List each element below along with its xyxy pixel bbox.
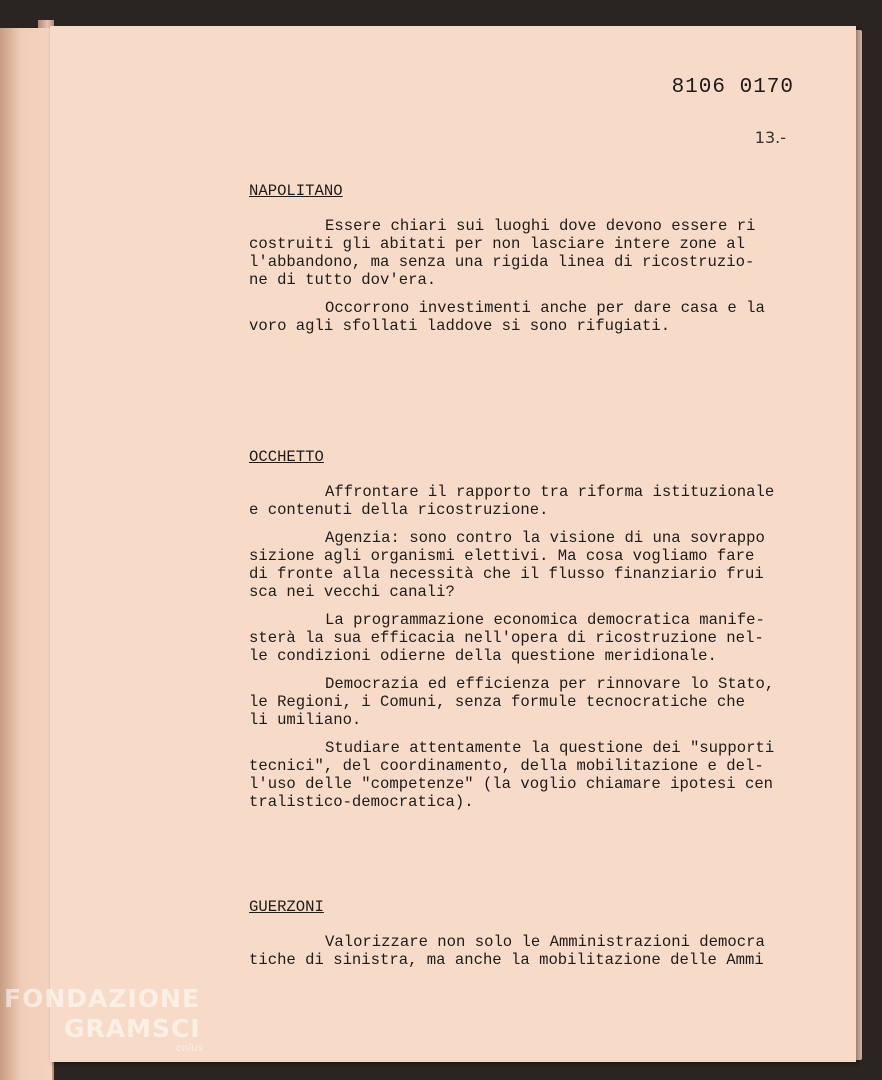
section-occhetto	[249, 448, 809, 811]
text-line: l'abbandono, ma senza una rigida linea di ricostruzio-	[249, 253, 755, 271]
text-line: costruiti gli abitati per non lasciare intere zone al	[249, 235, 745, 253]
speaker-heading: GUERZONI	[249, 898, 324, 916]
watermark-line-2: GRAMSCI	[64, 1014, 201, 1043]
paragraph	[249, 299, 809, 335]
text-line: Valorizzare non solo le Amministrazioni democra	[325, 933, 765, 951]
paragraph	[249, 611, 809, 665]
watermark-line-3: onlus	[176, 1043, 203, 1054]
section-napolitano	[249, 182, 809, 335]
fondazione-gramsci-watermark	[4, 984, 203, 1054]
text-line: Essere chiari sui luoghi dove devono essere ri	[325, 217, 756, 235]
document-body	[249, 182, 809, 979]
text-line: di fronte alla necessità che il flusso finanziario frui	[249, 565, 764, 583]
paragraph	[249, 675, 809, 729]
text-line: le Regioni, i Comuni, senza formule tecnocratiche che	[249, 693, 745, 711]
page-number: 13.-	[754, 128, 786, 147]
text-line: sizione agli organismi elettivi. Ma cosa vogliamo fare	[249, 547, 755, 565]
text-line: tiche di sinistra, ma anche la mobilitazione delle Ammi	[249, 951, 764, 969]
text-line: l'uso delle "competenze" (la voglio chiamare ipotesi cen	[249, 775, 774, 793]
text-line: Affrontare il rapporto tra riforma istituzionale	[325, 483, 775, 501]
left-page-edge	[0, 28, 52, 1080]
document-page	[50, 26, 856, 1062]
text-line: Studiare attentamente la questione dei "supporti	[325, 739, 775, 757]
section-guerzoni	[249, 898, 809, 969]
text-line: tecnici", del coordinamento, della mobilitazione e del-	[249, 757, 764, 775]
text-line: ne di tutto dov'era.	[249, 271, 437, 289]
text-line: La programmazione economica democratica manife-	[325, 611, 765, 629]
text-line: le condizioni odierne della questione meridionale.	[249, 647, 717, 665]
watermark-line-1: FONDAZIONE	[4, 984, 201, 1013]
text-line: Agenzia: sono contro la visione di una sovrappo	[325, 529, 765, 547]
paragraph	[249, 933, 809, 969]
speaker-heading: OCCHETTO	[249, 448, 324, 466]
paragraph	[249, 739, 809, 811]
text-line: Occorrono investimenti anche per dare casa e la	[325, 299, 765, 317]
text-line: tralistico-democratica).	[249, 793, 474, 811]
paragraph	[249, 529, 809, 601]
paragraph	[249, 483, 809, 519]
text-line: Democrazia ed efficienza per rinnovare lo Stato,	[325, 675, 775, 693]
text-line: sca nei vecchi canali?	[249, 583, 455, 601]
text-line: sterà la sua efficacia nell'opera di ricostruzione nel-	[249, 629, 764, 647]
text-line: e contenuti della ricostruzione.	[249, 501, 549, 519]
text-line: li umiliano.	[249, 711, 362, 729]
archive-number: 8106 0170	[671, 76, 794, 99]
paragraph	[249, 217, 809, 289]
text-line: voro agli sfollati laddove si sono rifugiati.	[249, 317, 671, 335]
speaker-heading: NAPOLITANO	[249, 182, 343, 200]
